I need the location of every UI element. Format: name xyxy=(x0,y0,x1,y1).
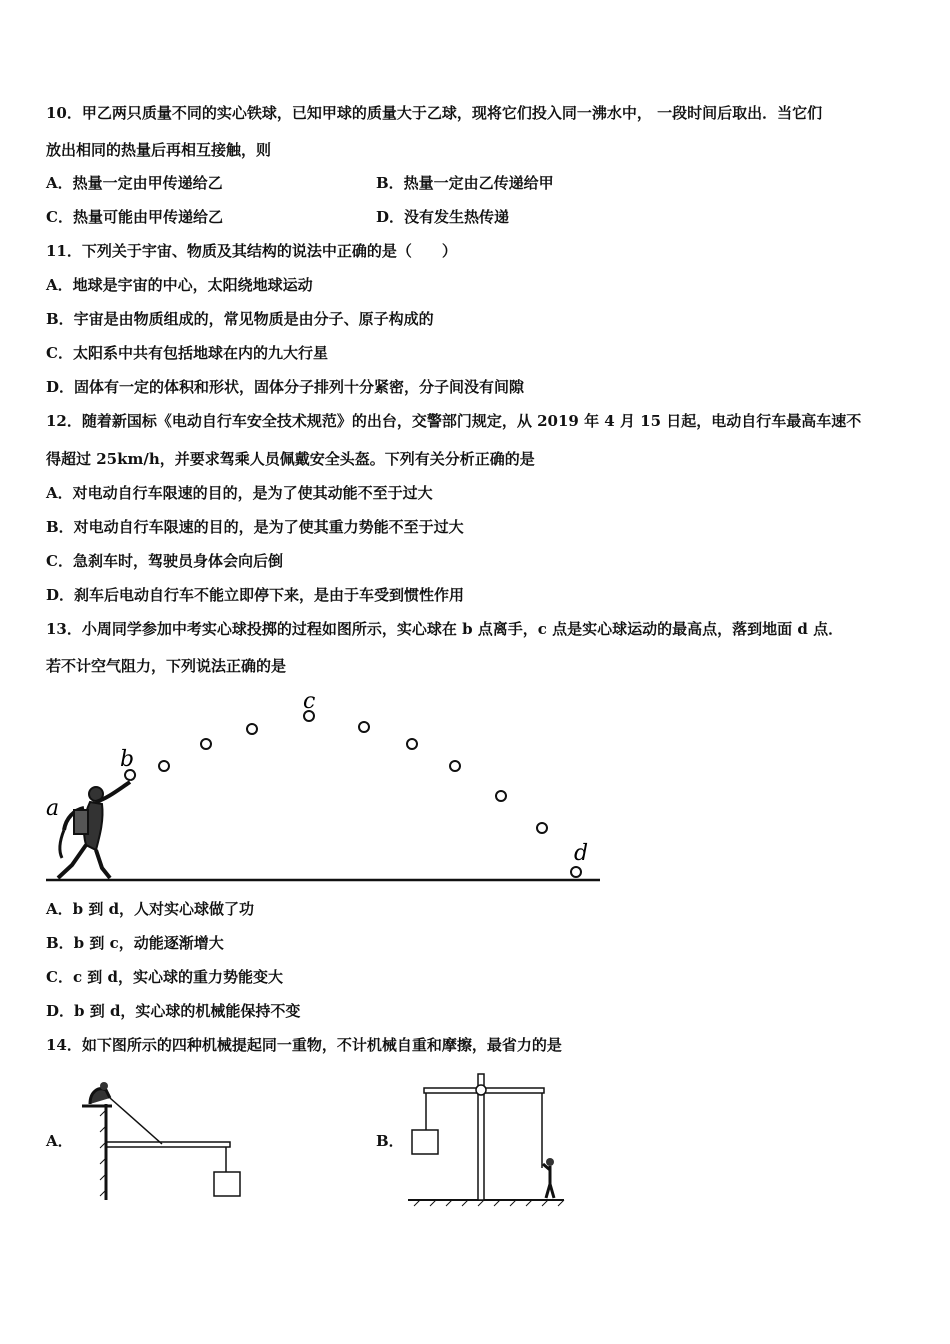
q12-option-c[interactable]: C．急刹车时，驾驶员身体会向后倒 xyxy=(46,552,283,570)
q11-option-c[interactable]: C．太阳系中共有包括地球在内的九大行星 xyxy=(46,344,328,362)
q13-throw-figure xyxy=(44,690,604,890)
q14-option-b-label[interactable]: B． xyxy=(376,1132,404,1150)
q14-figure-a-lever xyxy=(76,1076,246,1206)
ball xyxy=(159,761,169,771)
q13-option-b[interactable]: B．b 到 c，动能逐渐增大 xyxy=(46,934,224,952)
q11-option-d[interactable]: D．固体有一定的体积和形状，固体分子排列十分紧密，分子间没有间隙 xyxy=(46,378,525,396)
ball xyxy=(201,739,211,749)
ball xyxy=(496,791,506,801)
q13-option-c[interactable]: C．c 到 d，实心球的重力势能变大 xyxy=(46,968,284,986)
ball xyxy=(537,823,547,833)
ball-at-d xyxy=(571,867,581,877)
q12-option-d[interactable]: D．刹车后电动自行车不能立即停下来，是由于车受到惯性作用 xyxy=(46,586,465,604)
q10-option-a[interactable]: A．热量一定由甲传递给乙 xyxy=(46,174,223,192)
label-b: b xyxy=(120,747,135,772)
q10-stem-line1: 10．甲乙两只质量不同的实心铁球，已知甲球的质量大于乙球，现将它们投入同一沸水中， 一段时间后取出．当它们 xyxy=(46,104,823,122)
q11-option-a[interactable]: A．地球是宇宙的中心，太阳绕地球运动 xyxy=(46,276,313,294)
ball xyxy=(359,722,369,732)
q14-figure-b-pulley xyxy=(404,1068,574,1208)
thrower-figure xyxy=(58,782,130,878)
q13-option-d[interactable]: D．b 到 d，实心球的机械能保持不变 xyxy=(46,1002,301,1020)
q11-stem: 11．下列关于宇宙、物质及其结构的说法中正确的是（ ） xyxy=(46,242,457,260)
label-d: d xyxy=(574,841,589,866)
q12-option-a[interactable]: A．对电动自行车限速的目的，是为了使其动能不至于过大 xyxy=(46,484,433,502)
q13-stem-line1: 13．小周同学参加中考实心球投掷的过程如图所示，实心球在 b 点离手，c 点是实心球运动的最高点，落到地面 d 点． xyxy=(46,620,844,638)
label-c: c xyxy=(303,690,316,714)
q13-option-a[interactable]: A．b 到 d，人对实心球做了功 xyxy=(46,900,255,918)
label-a: a xyxy=(46,796,60,821)
q10-option-c[interactable]: C．热量可能由甲传递给乙 xyxy=(46,208,223,226)
q13-stem-line2: 若不计空气阻力，下列说法正确的是 xyxy=(46,657,287,675)
ball xyxy=(450,761,460,771)
ball-trajectory xyxy=(125,711,581,877)
ball xyxy=(407,739,417,749)
q10-option-d[interactable]: D．没有发生热传递 xyxy=(376,208,510,226)
q11-option-b[interactable]: B．宇宙是由物质组成的，常见物质是由分子、原子构成的 xyxy=(46,310,434,328)
ball xyxy=(247,724,257,734)
q14-stem: 14．如下图所示的四种机械提起同一重物，不计机械自重和摩擦，最省力的是 xyxy=(46,1036,562,1054)
q14-option-a-label[interactable]: A． xyxy=(46,1132,73,1150)
q10-stem-line2: 放出相同的热量后再相互接触，则 xyxy=(46,141,272,159)
q10-option-b[interactable]: B．热量一定由乙传递给甲 xyxy=(376,174,554,192)
q12-stem-line2: 得超过 25km/h，并要求驾乘人员佩戴安全头盔。下列有关分析正确的是 xyxy=(46,450,535,468)
q12-option-b[interactable]: B．对电动自行车限速的目的，是为了使其重力势能不至于过大 xyxy=(46,518,464,536)
q12-stem-line1: 12．随着新国标《电动自行车安全技术规范》的出台，交警部门规定，从 2019 年 4 月 15 日起，电动自行车最高车速不 xyxy=(46,412,862,430)
